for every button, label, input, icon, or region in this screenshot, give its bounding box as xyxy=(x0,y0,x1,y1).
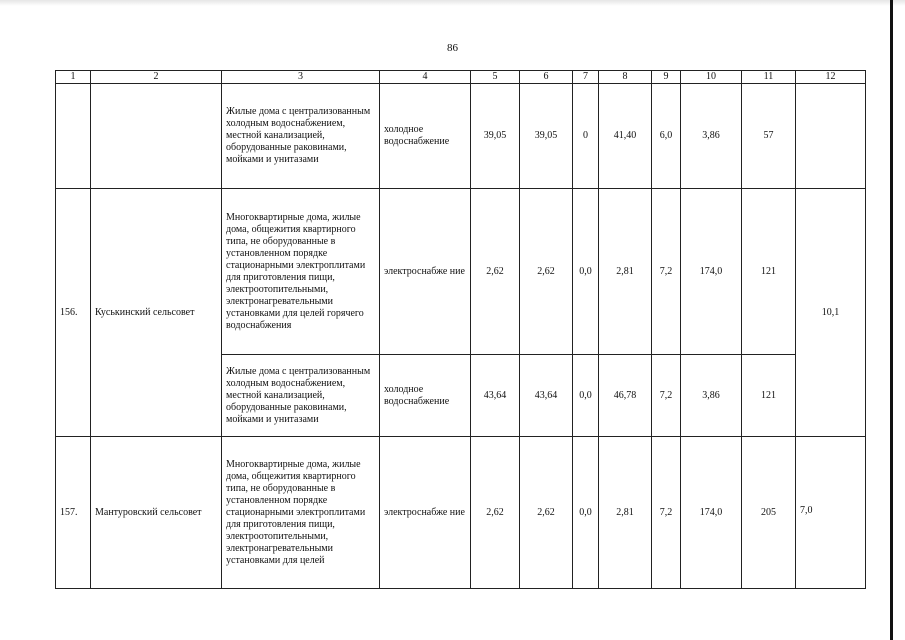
value-col9: 7,2 xyxy=(652,355,681,437)
settlement-name: Куськинский сельсовет xyxy=(91,189,222,437)
table-row xyxy=(56,437,866,589)
settlement-name: Мантуровский сельсовет xyxy=(91,437,222,589)
value-col5: 39,05 xyxy=(471,84,520,189)
value-col9: 6,0 xyxy=(652,84,681,189)
page-number: 86 xyxy=(447,42,458,54)
utility-type: холодное водоснабжение xyxy=(380,355,471,437)
value-col12: 10,1 xyxy=(796,189,866,437)
housing-description: Многоквартирные дома, жилые дома, общежития квартирного типа, не оборудованные в установленном порядке стационарными электроплитами для приготовления пищи, электроотопительными, электронагревательными установками для целей xyxy=(222,437,380,589)
value-col11: 205 xyxy=(742,437,796,589)
value-col8: 2,81 xyxy=(599,437,652,589)
tariff-table xyxy=(55,70,866,589)
value-col10: 174,0 xyxy=(681,189,742,355)
settlement-name xyxy=(91,84,222,189)
value-col11: 57 xyxy=(742,84,796,189)
table-row xyxy=(56,189,866,355)
value-col5: 43,64 xyxy=(471,355,520,437)
value-col10: 3,86 xyxy=(681,355,742,437)
header-cell: 5 xyxy=(471,71,520,84)
header-row xyxy=(56,71,866,84)
value-col6: 43,64 xyxy=(520,355,573,437)
value-col10: 174,0 xyxy=(681,437,742,589)
value-col7: 0 xyxy=(573,84,599,189)
value-col12 xyxy=(796,84,866,189)
header-cell: 9 xyxy=(652,71,681,84)
utility-type: холодное водоснабжение xyxy=(380,84,471,189)
header-cell: 3 xyxy=(222,71,380,84)
header-cell: 11 xyxy=(742,71,796,84)
value-col10: 3,86 xyxy=(681,84,742,189)
row-index: 156. xyxy=(56,189,91,437)
value-col7: 0,0 xyxy=(573,189,599,355)
utility-type: электроснабже ние xyxy=(380,189,471,355)
header-cell: 1 xyxy=(56,71,91,84)
header-cell: 7 xyxy=(573,71,599,84)
row-index: 157. xyxy=(56,437,91,589)
value-col8: 2,81 xyxy=(599,189,652,355)
value-col5: 2,62 xyxy=(471,437,520,589)
value-col11: 121 xyxy=(742,355,796,437)
value-col11: 121 xyxy=(742,189,796,355)
value-col8: 46,78 xyxy=(599,355,652,437)
housing-description: Жилые дома с централизованным холодным водоснабжением, местной канализацией, оборудованные раковинами, мойками и унитазами xyxy=(222,355,380,437)
value-col9: 7,2 xyxy=(652,437,681,589)
header-cell: 12 xyxy=(796,71,866,84)
scan-border-line xyxy=(890,0,893,640)
value-col12: 7,0 xyxy=(796,437,866,589)
housing-description: Жилые дома с централизованным холодным водоснабжением, местной канализацией, оборудованные раковинами, мойками и унитазами xyxy=(222,84,380,189)
header-cell: 8 xyxy=(599,71,652,84)
value-col6: 2,62 xyxy=(520,437,573,589)
value-col9: 7,2 xyxy=(652,189,681,355)
table-row xyxy=(56,84,866,189)
header-cell: 4 xyxy=(380,71,471,84)
value-col7: 0,0 xyxy=(573,355,599,437)
value-col6: 39,05 xyxy=(520,84,573,189)
utility-type: электроснабже ние xyxy=(380,437,471,589)
value-col6: 2,62 xyxy=(520,189,573,355)
housing-description: Многоквартирные дома, жилые дома, общежития квартирного типа, не оборудованные в установленном порядке стационарными электроплитами для приготовления пищи, электроотопительными, электронагревательными установками для целей горячего водоснабжения xyxy=(222,189,380,355)
header-cell: 10 xyxy=(681,71,742,84)
header-cell: 2 xyxy=(91,71,222,84)
value-col8: 41,40 xyxy=(599,84,652,189)
value-col7: 0,0 xyxy=(573,437,599,589)
value-col5: 2,62 xyxy=(471,189,520,355)
row-index xyxy=(56,84,91,189)
header-cell: 6 xyxy=(520,71,573,84)
scan-edge-shading xyxy=(0,0,905,6)
